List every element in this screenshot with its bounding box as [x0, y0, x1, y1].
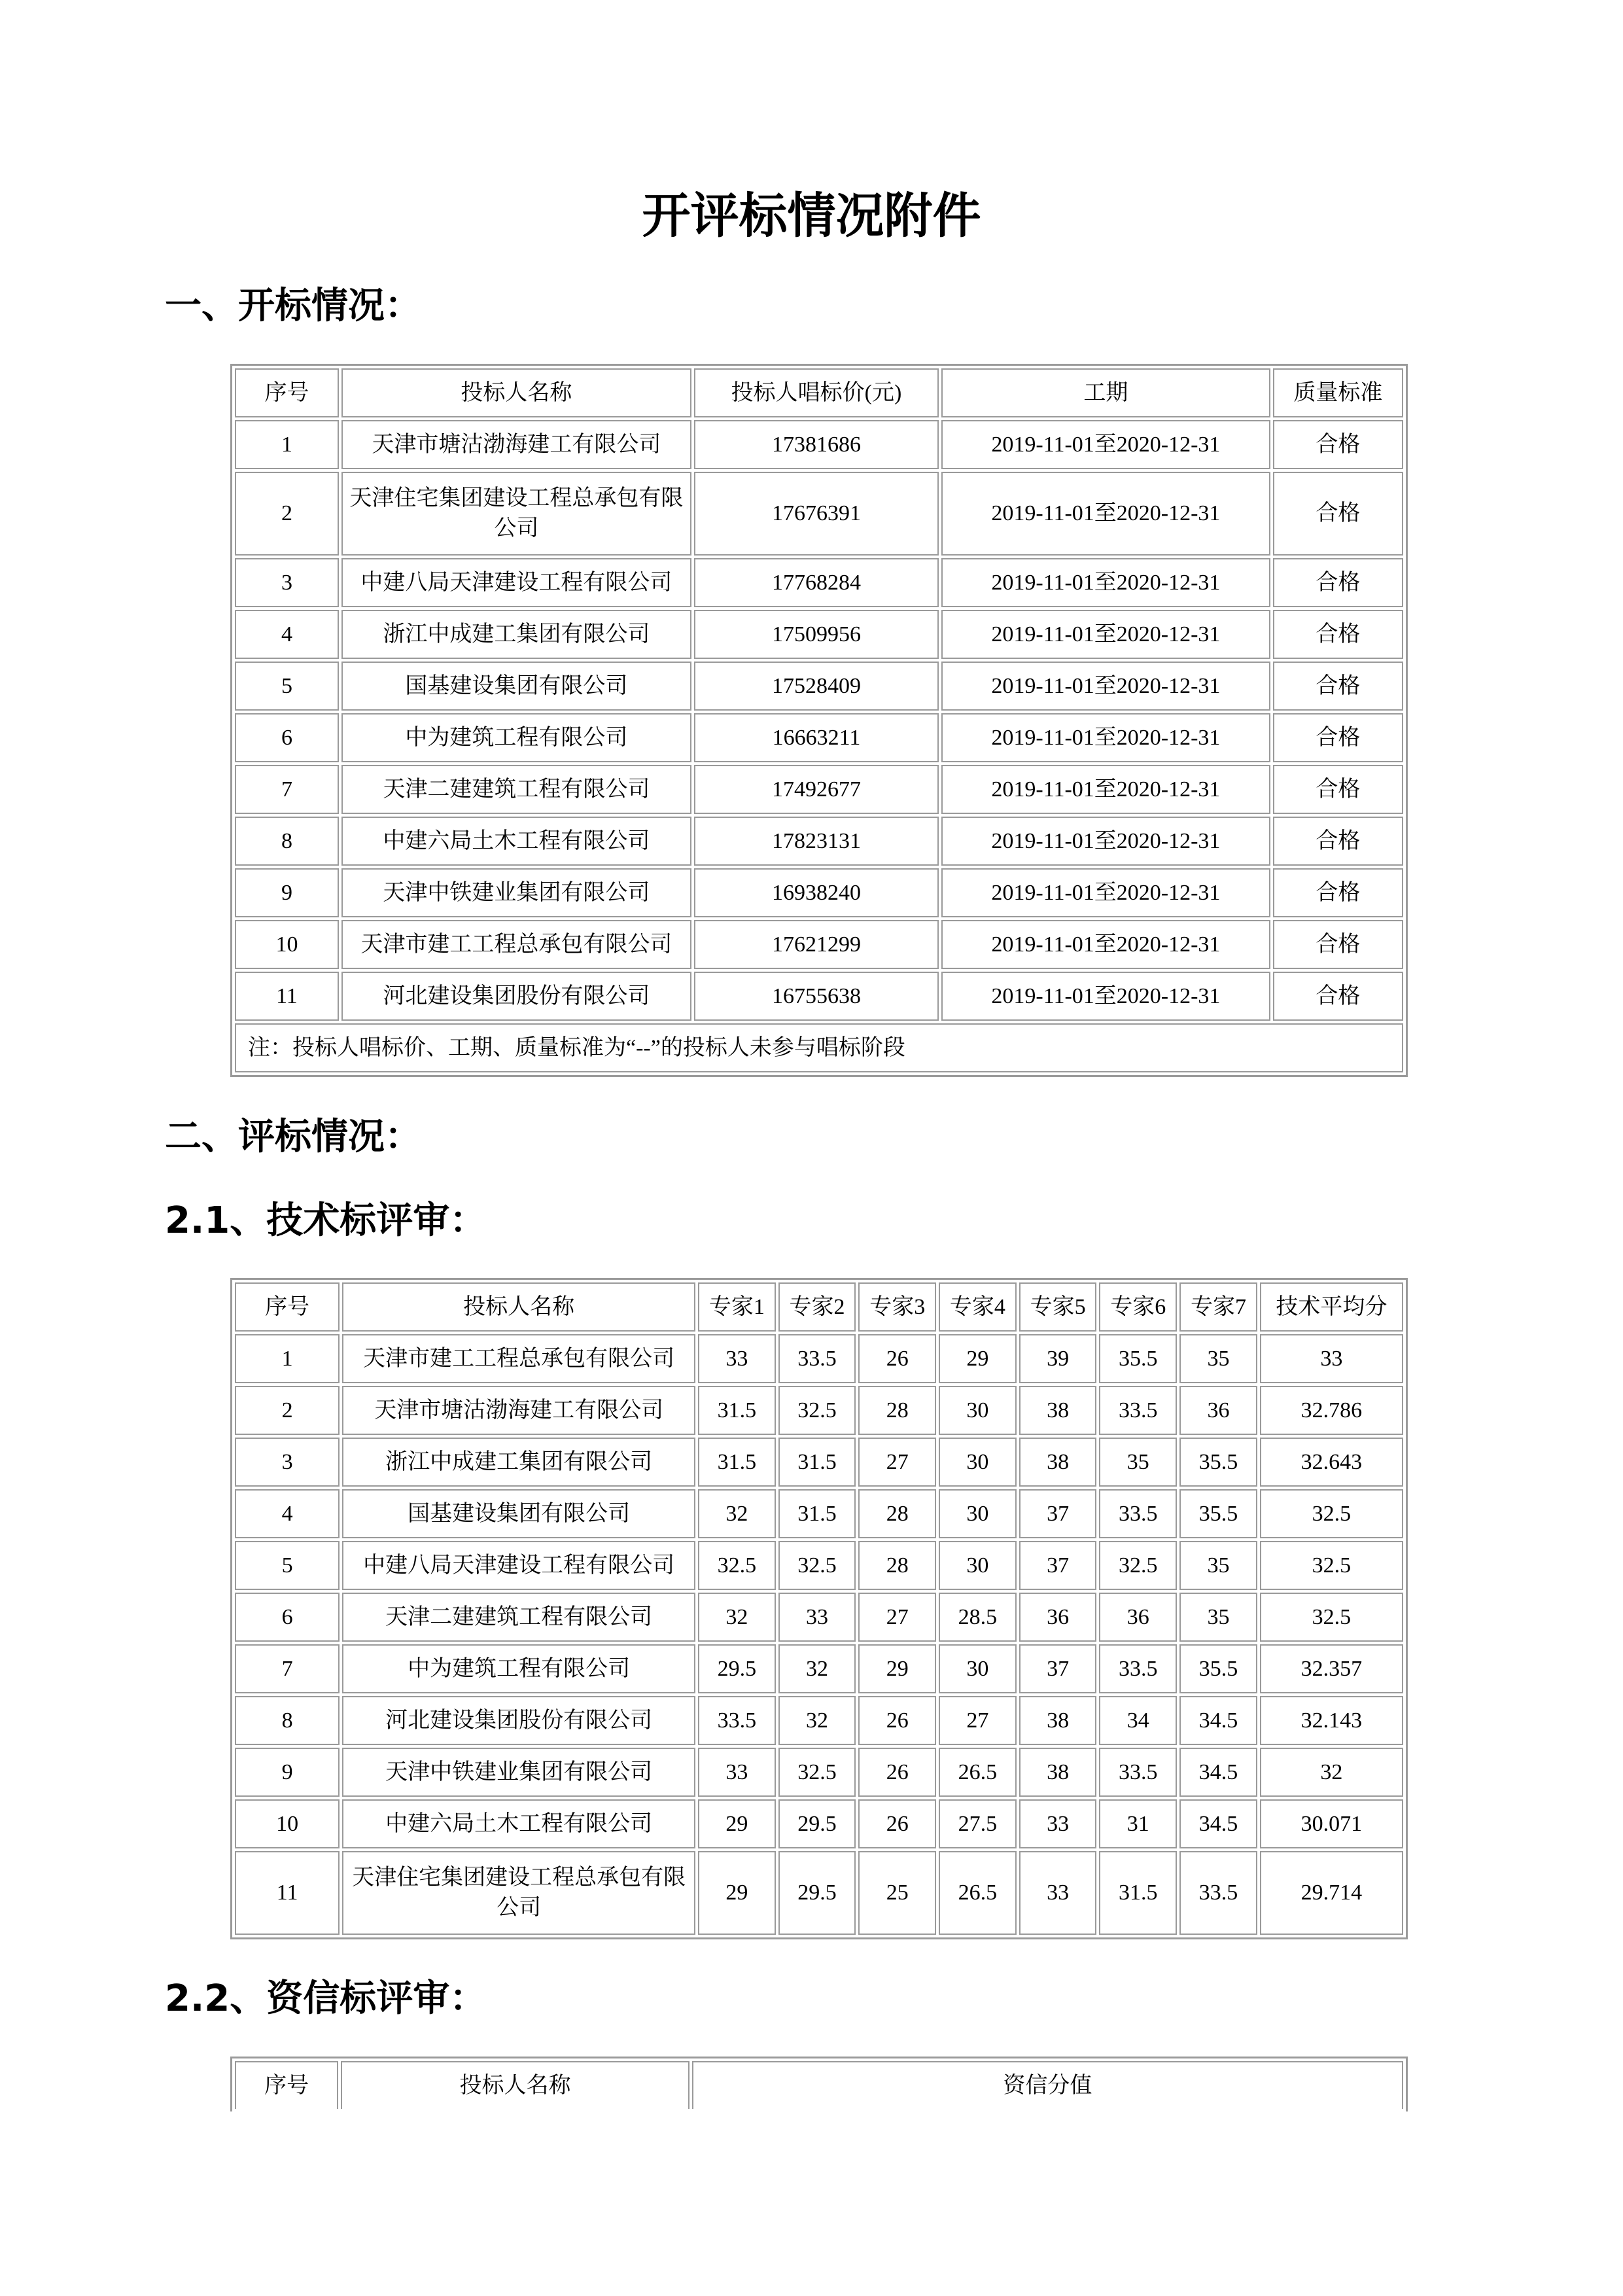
table-cell: 4	[235, 610, 339, 659]
table-cell: 2019-11-01至2020-12-31	[941, 472, 1270, 556]
table-row	[235, 1644, 1403, 1693]
credit-table	[230, 2057, 1408, 2111]
table-cell: 17823131	[694, 817, 939, 866]
table-cell: 中为建筑工程有限公司	[342, 1644, 695, 1693]
table-cell: 17768284	[694, 558, 939, 607]
table-row	[235, 1541, 1403, 1590]
table-cell: 合格	[1273, 920, 1403, 969]
table-cell: 天津二建建筑工程有限公司	[341, 765, 691, 814]
table-row	[235, 972, 1403, 1021]
table-cell: 天津市塘沽渤海建工有限公司	[342, 1386, 695, 1435]
table-cell: 36	[1019, 1593, 1097, 1642]
table-cell: 35.5	[1179, 1489, 1257, 1538]
table-cell: 33.5	[1099, 1644, 1177, 1693]
table-cell: 26.5	[939, 1851, 1017, 1935]
table-cell: 2019-11-01至2020-12-31	[941, 920, 1270, 969]
table-cell: 国基建设集团有限公司	[342, 1489, 695, 1538]
table-cell: 中建六局土木工程有限公司	[341, 817, 691, 866]
table-cell: 32.5	[778, 1541, 856, 1590]
table-cell: 32.5	[1099, 1541, 1177, 1590]
table-cell: 合格	[1273, 420, 1403, 469]
table-cell: 10	[235, 920, 339, 969]
column-header: 投标人名称	[342, 1282, 695, 1332]
table-cell: 29.5	[778, 1799, 856, 1848]
table-cell: 38	[1019, 1438, 1097, 1487]
table-cell: 2019-11-01至2020-12-31	[941, 817, 1270, 866]
table-cell: 30.071	[1260, 1799, 1403, 1848]
table-cell: 合格	[1273, 610, 1403, 659]
table-cell: 2019-11-01至2020-12-31	[941, 610, 1270, 659]
table-cell: 合格	[1273, 868, 1403, 917]
table-header-row	[235, 1282, 1403, 1332]
column-header: 技术平均分	[1260, 1282, 1403, 1332]
table-row	[235, 662, 1403, 711]
table-row	[235, 713, 1403, 762]
table-cell: 8	[235, 817, 339, 866]
table-cell: 合格	[1273, 713, 1403, 762]
column-header: 投标人唱标价(元)	[694, 368, 939, 417]
table-cell: 天津市建工工程总承包有限公司	[342, 1334, 695, 1383]
column-header: 专家4	[939, 1282, 1017, 1332]
table-cell: 5	[235, 1541, 340, 1590]
table-cell: 38	[1019, 1386, 1097, 1435]
table-cell: 2019-11-01至2020-12-31	[941, 765, 1270, 814]
table-cell: 32	[698, 1593, 776, 1642]
table-cell: 32.143	[1260, 1696, 1403, 1745]
table-row	[235, 868, 1403, 917]
table-cell: 17621299	[694, 920, 939, 969]
table-row	[235, 1696, 1403, 1745]
table-cell: 31.5	[698, 1438, 776, 1487]
table-cell: 33.5	[698, 1696, 776, 1745]
table-cell: 7	[235, 765, 339, 814]
table-cell: 27	[858, 1593, 936, 1642]
table-row	[235, 1489, 1403, 1538]
section-heading-evaluation: 二、评标情况：	[165, 1116, 421, 1158]
column-header: 专家7	[1179, 1282, 1257, 1332]
table-cell: 17492677	[694, 765, 939, 814]
table-cell: 天津二建建筑工程有限公司	[342, 1593, 695, 1642]
table-cell: 2019-11-01至2020-12-31	[941, 713, 1270, 762]
table-cell: 32.5	[1260, 1593, 1403, 1642]
table-cell: 32.5	[698, 1541, 776, 1590]
table-cell: 33	[698, 1748, 776, 1797]
table-cell: 25	[858, 1851, 936, 1935]
table-cell: 32.5	[1260, 1541, 1403, 1590]
table-cell: 9	[235, 1748, 340, 1797]
column-header: 专家2	[778, 1282, 856, 1332]
table-cell: 30	[939, 1541, 1017, 1590]
table-cell: 36	[1179, 1386, 1257, 1435]
table-cell: 中建八局天津建设工程有限公司	[342, 1541, 695, 1590]
table-cell: 中建八局天津建设工程有限公司	[341, 558, 691, 607]
table-cell: 8	[235, 1696, 340, 1745]
table-row	[235, 1799, 1403, 1848]
table-cell: 29	[939, 1334, 1017, 1383]
table-cell: 37	[1019, 1541, 1097, 1590]
table-cell: 17528409	[694, 662, 939, 711]
table-cell: 1	[235, 1334, 340, 1383]
table-cell: 2019-11-01至2020-12-31	[941, 558, 1270, 607]
table-note: 注：投标人唱标价、工期、质量标准为“--”的投标人未参与唱标阶段	[235, 1023, 1403, 1072]
table-cell: 33.5	[1099, 1386, 1177, 1435]
table-cell: 29	[698, 1799, 776, 1848]
table-cell: 4	[235, 1489, 340, 1538]
table-cell: 7	[235, 1644, 340, 1693]
table-cell: 32.643	[1260, 1438, 1403, 1487]
table-row	[235, 1334, 1403, 1383]
table-cell: 35	[1179, 1334, 1257, 1383]
table-cell: 34.5	[1179, 1799, 1257, 1848]
table-cell: 天津市塘沽渤海建工有限公司	[341, 420, 691, 469]
table-row	[235, 817, 1403, 866]
table-cell: 合格	[1273, 765, 1403, 814]
table-cell: 中建六局土木工程有限公司	[342, 1799, 695, 1848]
table-cell: 3	[235, 1438, 340, 1487]
table-cell: 合格	[1273, 472, 1403, 556]
table-cell: 31.5	[778, 1438, 856, 1487]
table-cell: 浙江中成建工集团有限公司	[341, 610, 691, 659]
table-row	[235, 420, 1403, 469]
table-row	[235, 472, 1403, 556]
table-row	[235, 1386, 1403, 1435]
table-cell: 29.714	[1260, 1851, 1403, 1935]
table-cell: 国基建设集团有限公司	[341, 662, 691, 711]
column-header: 序号	[235, 368, 339, 417]
table-cell: 32.5	[1260, 1489, 1403, 1538]
table-cell: 16663211	[694, 713, 939, 762]
table-cell: 合格	[1273, 817, 1403, 866]
table-cell: 33.5	[1099, 1748, 1177, 1797]
table-header-row	[235, 368, 1403, 417]
table-cell: 河北建设集团股份有限公司	[341, 972, 691, 1021]
table-row	[235, 610, 1403, 659]
table-row	[235, 920, 1403, 969]
section-heading-opening: 一、开标情况：	[165, 285, 421, 327]
table-cell: 3	[235, 558, 339, 607]
table-cell: 27.5	[939, 1799, 1017, 1848]
table-row	[235, 1851, 1403, 1935]
table-cell: 31.5	[778, 1489, 856, 1538]
table-cell: 16938240	[694, 868, 939, 917]
table-row	[235, 558, 1403, 607]
table-row	[235, 1748, 1403, 1797]
table-cell: 2019-11-01至2020-12-31	[941, 972, 1270, 1021]
table-cell: 天津住宅集团建设工程总承包有限公司	[341, 472, 691, 556]
table-cell: 6	[235, 713, 339, 762]
table-cell: 17381686	[694, 420, 939, 469]
note-row	[235, 1023, 1403, 1072]
table-row	[235, 765, 1403, 814]
column-header: 资信分值	[692, 2061, 1403, 2109]
table-cell: 30	[939, 1489, 1017, 1538]
table-cell: 33	[1260, 1334, 1403, 1383]
table-cell: 32	[1260, 1748, 1403, 1797]
table-cell: 39	[1019, 1334, 1097, 1383]
table-cell: 32.5	[778, 1748, 856, 1797]
table-cell: 河北建设集团股份有限公司	[342, 1696, 695, 1745]
table-cell: 33.5	[778, 1334, 856, 1383]
table-cell: 35.5	[1179, 1438, 1257, 1487]
section-heading-credit: 2.2、资信标评审：	[165, 1977, 487, 2020]
section-heading-technical: 2.1、技术标评审：	[165, 1199, 487, 1242]
table-cell: 31	[1099, 1799, 1177, 1848]
column-header: 专家5	[1019, 1282, 1097, 1332]
table-cell: 2	[235, 1386, 340, 1435]
table-header-row	[235, 2061, 1403, 2109]
table-cell: 28	[858, 1541, 936, 1590]
table-cell: 38	[1019, 1748, 1097, 1797]
table-cell: 33	[698, 1334, 776, 1383]
table-cell: 33	[778, 1593, 856, 1642]
table-cell: 6	[235, 1593, 340, 1642]
table-cell: 2019-11-01至2020-12-31	[941, 868, 1270, 917]
table-cell: 34.5	[1179, 1696, 1257, 1745]
table-cell: 26	[858, 1748, 936, 1797]
table-cell: 16755638	[694, 972, 939, 1021]
table-cell: 17676391	[694, 472, 939, 556]
table-cell: 32.357	[1260, 1644, 1403, 1693]
table-cell: 26	[858, 1799, 936, 1848]
table-cell: 2	[235, 472, 339, 556]
table-cell: 合格	[1273, 972, 1403, 1021]
column-header: 专家3	[858, 1282, 936, 1332]
table-cell: 中为建筑工程有限公司	[341, 713, 691, 762]
table-cell: 天津中铁建业集团有限公司	[342, 1748, 695, 1797]
table-cell: 2019-11-01至2020-12-31	[941, 420, 1270, 469]
table-cell: 11	[235, 1851, 340, 1935]
table-cell: 31.5	[1099, 1851, 1177, 1935]
table-cell: 26	[858, 1334, 936, 1383]
table-cell: 2019-11-01至2020-12-31	[941, 662, 1270, 711]
table-cell: 36	[1099, 1593, 1177, 1642]
table-cell: 浙江中成建工集团有限公司	[342, 1438, 695, 1487]
table-cell: 34.5	[1179, 1748, 1257, 1797]
table-cell: 35	[1179, 1541, 1257, 1590]
table-cell: 30	[939, 1438, 1017, 1487]
table-cell: 38	[1019, 1696, 1097, 1745]
table-cell: 28	[858, 1489, 936, 1538]
table-cell: 32.5	[778, 1386, 856, 1435]
column-header: 投标人名称	[341, 368, 691, 417]
table-cell: 35.5	[1179, 1644, 1257, 1693]
column-header: 投标人名称	[341, 2061, 689, 2109]
table-cell: 30	[939, 1644, 1017, 1693]
column-header: 质量标准	[1273, 368, 1403, 417]
table-cell: 33.5	[1179, 1851, 1257, 1935]
table-cell: 天津市建工工程总承包有限公司	[341, 920, 691, 969]
table-cell: 26.5	[939, 1748, 1017, 1797]
table-cell: 35.5	[1099, 1334, 1177, 1383]
table-cell: 35	[1099, 1438, 1177, 1487]
technical-table	[230, 1278, 1408, 1939]
table-cell: 合格	[1273, 558, 1403, 607]
table-cell: 9	[235, 868, 339, 917]
table-cell: 33	[1019, 1851, 1097, 1935]
table-cell: 29	[698, 1851, 776, 1935]
table-cell: 33	[1019, 1799, 1097, 1848]
table-cell: 35	[1179, 1593, 1257, 1642]
table-cell: 33.5	[1099, 1489, 1177, 1538]
table-cell: 32	[698, 1489, 776, 1538]
table-cell: 37	[1019, 1644, 1097, 1693]
table-cell: 28.5	[939, 1593, 1017, 1642]
table-cell: 34	[1099, 1696, 1177, 1745]
table-cell: 11	[235, 972, 339, 1021]
table-cell: 天津住宅集团建设工程总承包有限公司	[342, 1851, 695, 1935]
table-cell: 32.786	[1260, 1386, 1403, 1435]
table-cell: 28	[858, 1386, 936, 1435]
column-header: 序号	[235, 2061, 338, 2109]
column-header: 专家6	[1099, 1282, 1177, 1332]
column-header: 专家1	[698, 1282, 776, 1332]
opening-table	[230, 364, 1408, 1077]
table-cell: 32	[778, 1644, 856, 1693]
table-cell: 合格	[1273, 662, 1403, 711]
table-cell: 天津中铁建业集团有限公司	[341, 868, 691, 917]
table-cell: 10	[235, 1799, 340, 1848]
table-cell: 17509956	[694, 610, 939, 659]
table-cell: 32	[778, 1696, 856, 1745]
table-cell: 29.5	[778, 1851, 856, 1935]
table-cell: 26	[858, 1696, 936, 1745]
column-header: 工期	[941, 368, 1270, 417]
table-cell: 5	[235, 662, 339, 711]
column-header: 序号	[235, 1282, 340, 1332]
table-row	[235, 1593, 1403, 1642]
table-cell: 27	[939, 1696, 1017, 1745]
table-cell: 27	[858, 1438, 936, 1487]
table-cell: 1	[235, 420, 339, 469]
table-cell: 31.5	[698, 1386, 776, 1435]
table-row	[235, 1438, 1403, 1487]
table-cell: 29	[858, 1644, 936, 1693]
page-title: 开评标情况附件	[642, 188, 981, 244]
table-cell: 30	[939, 1386, 1017, 1435]
table-cell: 29.5	[698, 1644, 776, 1693]
table-cell: 37	[1019, 1489, 1097, 1538]
